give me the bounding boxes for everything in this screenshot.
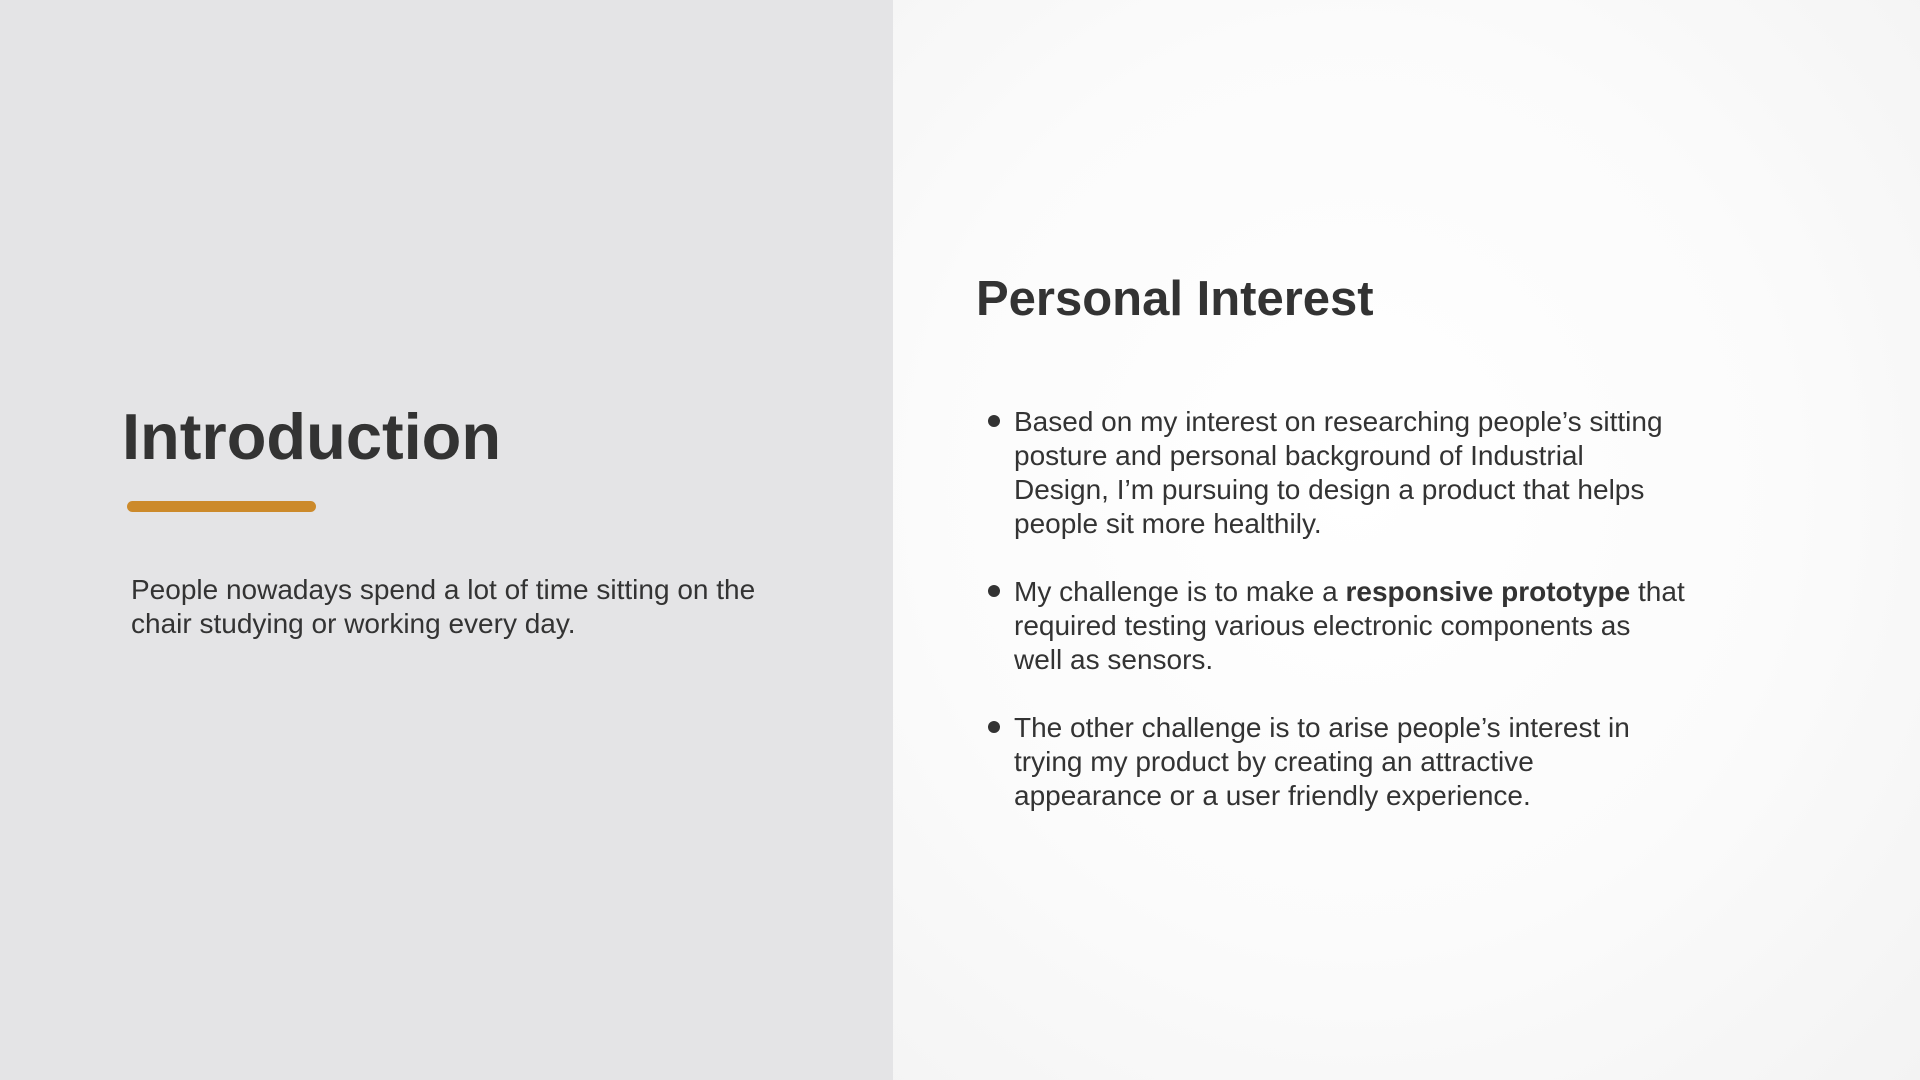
- introduction-title: Introduction: [122, 400, 502, 473]
- bullet-text: The other challenge is to arise people’s interest in trying my product by creating an attractive appearance or a user friendly experience.: [1014, 712, 1630, 811]
- title-accent-underline: [127, 501, 316, 512]
- introduction-body: People nowadays spend a lot of time sitting on the chair studying or working every day.: [131, 574, 756, 639]
- bullet-item-3: [985, 711, 1685, 813]
- bullet-item-1: [985, 405, 1685, 541]
- left-panel: [0, 0, 893, 1080]
- bullet-item-2: [985, 575, 1685, 677]
- bullet-text-lead: My challenge is to make a: [1014, 576, 1346, 607]
- bullet-dot-icon: [988, 585, 1000, 597]
- personal-interest-title: Personal Interest: [976, 272, 1374, 326]
- bullet-dot-icon: [988, 721, 1000, 733]
- bullet-text-emphasis: responsive prototype: [1345, 576, 1631, 607]
- bullet-text-tail: that required testing various electronic components as well as sensors.: [1014, 576, 1685, 675]
- bullet-text: [1014, 575, 1685, 677]
- bullet-dot-icon: [988, 415, 1000, 427]
- bullet-text: Based on my interest on researching people’s sitting posture and personal background of Industrial Design, I’m pursuing to design a product that helps people sit more healthily.: [1014, 406, 1663, 539]
